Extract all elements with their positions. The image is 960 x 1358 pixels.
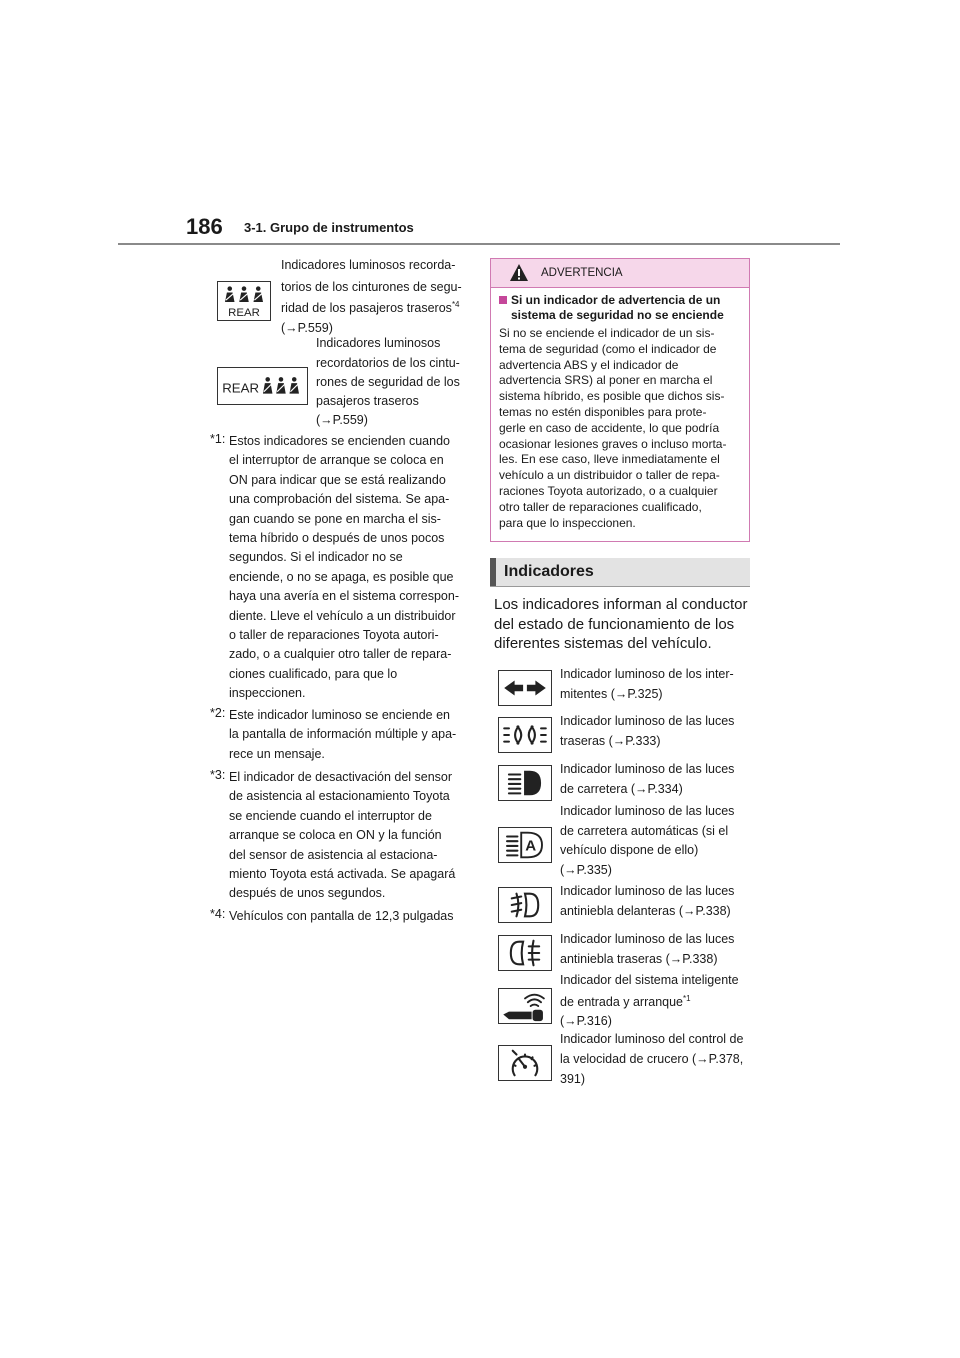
warning-triangle-icon — [509, 263, 529, 282]
footnote-3-mark: *3: — [210, 768, 226, 782]
indicators-heading-bar — [490, 558, 750, 586]
rear-label-1: REAR — [228, 307, 260, 320]
footnote-1-mark: *1: — [210, 432, 226, 446]
indicators-heading-rule — [490, 586, 750, 587]
indicator-8-line1: Indicador luminoso del control de — [560, 1032, 744, 1046]
footnote-4: Vehículos con pantalla de 12,3 pulgadas — [229, 909, 454, 923]
section-title: 3-1. Grupo de instrumentos — [244, 220, 414, 235]
seatbelt-item2-line4: pasajeros traseros — [316, 394, 419, 408]
auto-high-beam-icon — [498, 827, 552, 863]
tail-light-icon — [498, 717, 552, 753]
rear-seatbelt-reminder-icon — [217, 281, 271, 321]
indicator-2-ref[interactable]: traseras (→P.333) — [560, 734, 661, 748]
indicators-heading: Indicadores — [504, 563, 594, 580]
indicator-4-line1: Indicador luminoso de las luces — [560, 804, 735, 818]
indicator-5-ref[interactable]: antiniebla delanteras (→P.338) — [560, 904, 731, 918]
footnote-2: Este indicador luminoso se enciende en la pantalla de información múltiple y apa- rece un mensaje. — [229, 708, 457, 761]
footnote-4-mark: *4: — [210, 907, 226, 921]
warning-subtitle: Si un indicador de advertencia de un sistema de seguridad no se enciende — [499, 293, 743, 323]
page-number: 186 — [186, 214, 223, 239]
front-fog-icon — [498, 887, 552, 923]
warning-box — [490, 258, 750, 542]
indicator-4-line2: de carretera automáticas (si el — [560, 824, 729, 838]
footnote-2-mark: *2: — [210, 706, 226, 720]
rear-label-2: REAR — [222, 380, 260, 396]
warning-body: Si no se enciende el indicador de un sis- tema de seguridad (como el indicador de advertencia ABS y el indicador de advertencia SRS) al poner en marcha el sistema híbrido, es posible que dichos sis- temas no estén disponibles para prote- gerle en caso de accidente, lo que podría ocasionar lesiones graves o incluso morta- les. En ese caso, lleve inmediatamente el vehículo a un distribuidor o taller de repa- raciones Toyota autorizado, o a cualquier otro taller de reparaciones cualificado, para que lo inspeccionen. — [499, 326, 727, 530]
footnote-3: El indicador de desactivación del sensor de asistencia al estacionamiento Toyota se enciende cuando el interruptor de arranque se coloca en ON y la función del sensor de asistencia al estaciona- miento Toyota está activada. Se apagará después de unos segundos. — [229, 770, 456, 901]
indicator-6-line1: Indicador luminoso de las luces — [560, 932, 735, 946]
indicator-7-ref[interactable]: (→P.316) — [560, 1014, 612, 1028]
seatbelt-item1-line3: ridad de los pasajeros traseros$^{*4}$ — [281, 299, 460, 315]
indicator-2-line1: Indicador luminoso de las luces — [560, 714, 735, 728]
indicator-4-line3: vehículo dispone de ello) — [560, 843, 699, 857]
indicator-7-line2: de entrada y arranque$^{*1}$ — [560, 993, 691, 1009]
warning-bullet-icon — [499, 296, 507, 304]
indicator-3-ref[interactable]: de carretera (→P.334) — [560, 782, 683, 796]
rear-fog-icon — [498, 935, 552, 971]
seatbelt-item2-ref[interactable]: (→P.559) — [316, 413, 368, 427]
indicator-8-line3: 391) — [560, 1072, 586, 1086]
seatbelt-item1-line2: torios de los cinturones de segu- — [281, 280, 462, 294]
warning-title: ADVERTENCIA — [541, 267, 623, 279]
indicator-7-line1: Indicador del sistema inteligente — [560, 973, 739, 987]
seatbelt-item1-ref[interactable]: (→P.559) — [281, 321, 333, 335]
seatbelt-item1-line1: Indicadores luminosos recorda- — [281, 258, 456, 272]
seatbelt-item2-line2: recordatorios de los cintu- — [316, 356, 460, 370]
cruise-control-icon — [498, 1045, 552, 1081]
indicator-6-ref[interactable]: antiniebla traseras (→P.338) — [560, 952, 718, 966]
rear-seatbelt-reminder-wide-icon — [217, 367, 308, 405]
warning-header — [491, 259, 749, 288]
smart-key-icon — [498, 988, 552, 1024]
seatbelt-item2-line3: rones de seguridad de los — [316, 375, 460, 389]
header-divider — [118, 243, 840, 245]
indicator-3-line1: Indicador luminoso de las luces — [560, 762, 735, 776]
indicator-5-line1: Indicador luminoso de las luces — [560, 884, 735, 898]
indicator-4-ref[interactable]: (→P.335) — [560, 863, 612, 877]
indicator-1-line1: Indicador luminoso de los inter- — [560, 667, 734, 681]
indicator-1-ref[interactable]: mitentes (→P.325) — [560, 687, 663, 701]
auto-letter: A — [525, 837, 537, 855]
footnote-1: Estos indicadores se encienden cuando el interruptor de arranque se coloca en ON para indicar que se está realizando una comprobación del sistema. Se apa- gan cuando se pone en marcha el sis- tema híbrido o después de unos pocos segundos. Si el indicador no se enciende, o no se apaga, es posible que haya una avería en el sistema correspon- diente. Lleve el vehículo a un distribuidor o taller de reparaciones Toyota autori- zado, o a cualquier otro taller de repara- ciones cualificado, para que lo inspeccionen. — [229, 434, 459, 701]
high-beam-icon — [498, 765, 552, 801]
indicators-intro: Los indicadores informan al conductor del estado de funcionamiento de los diferentes sistemas del vehículo. — [494, 596, 748, 652]
indicator-8-line2[interactable]: la velocidad de crucero (→P.378, — [560, 1052, 744, 1066]
turn-signal-icon — [498, 670, 552, 706]
seatbelt-item2-line1: Indicadores luminosos — [316, 336, 441, 350]
